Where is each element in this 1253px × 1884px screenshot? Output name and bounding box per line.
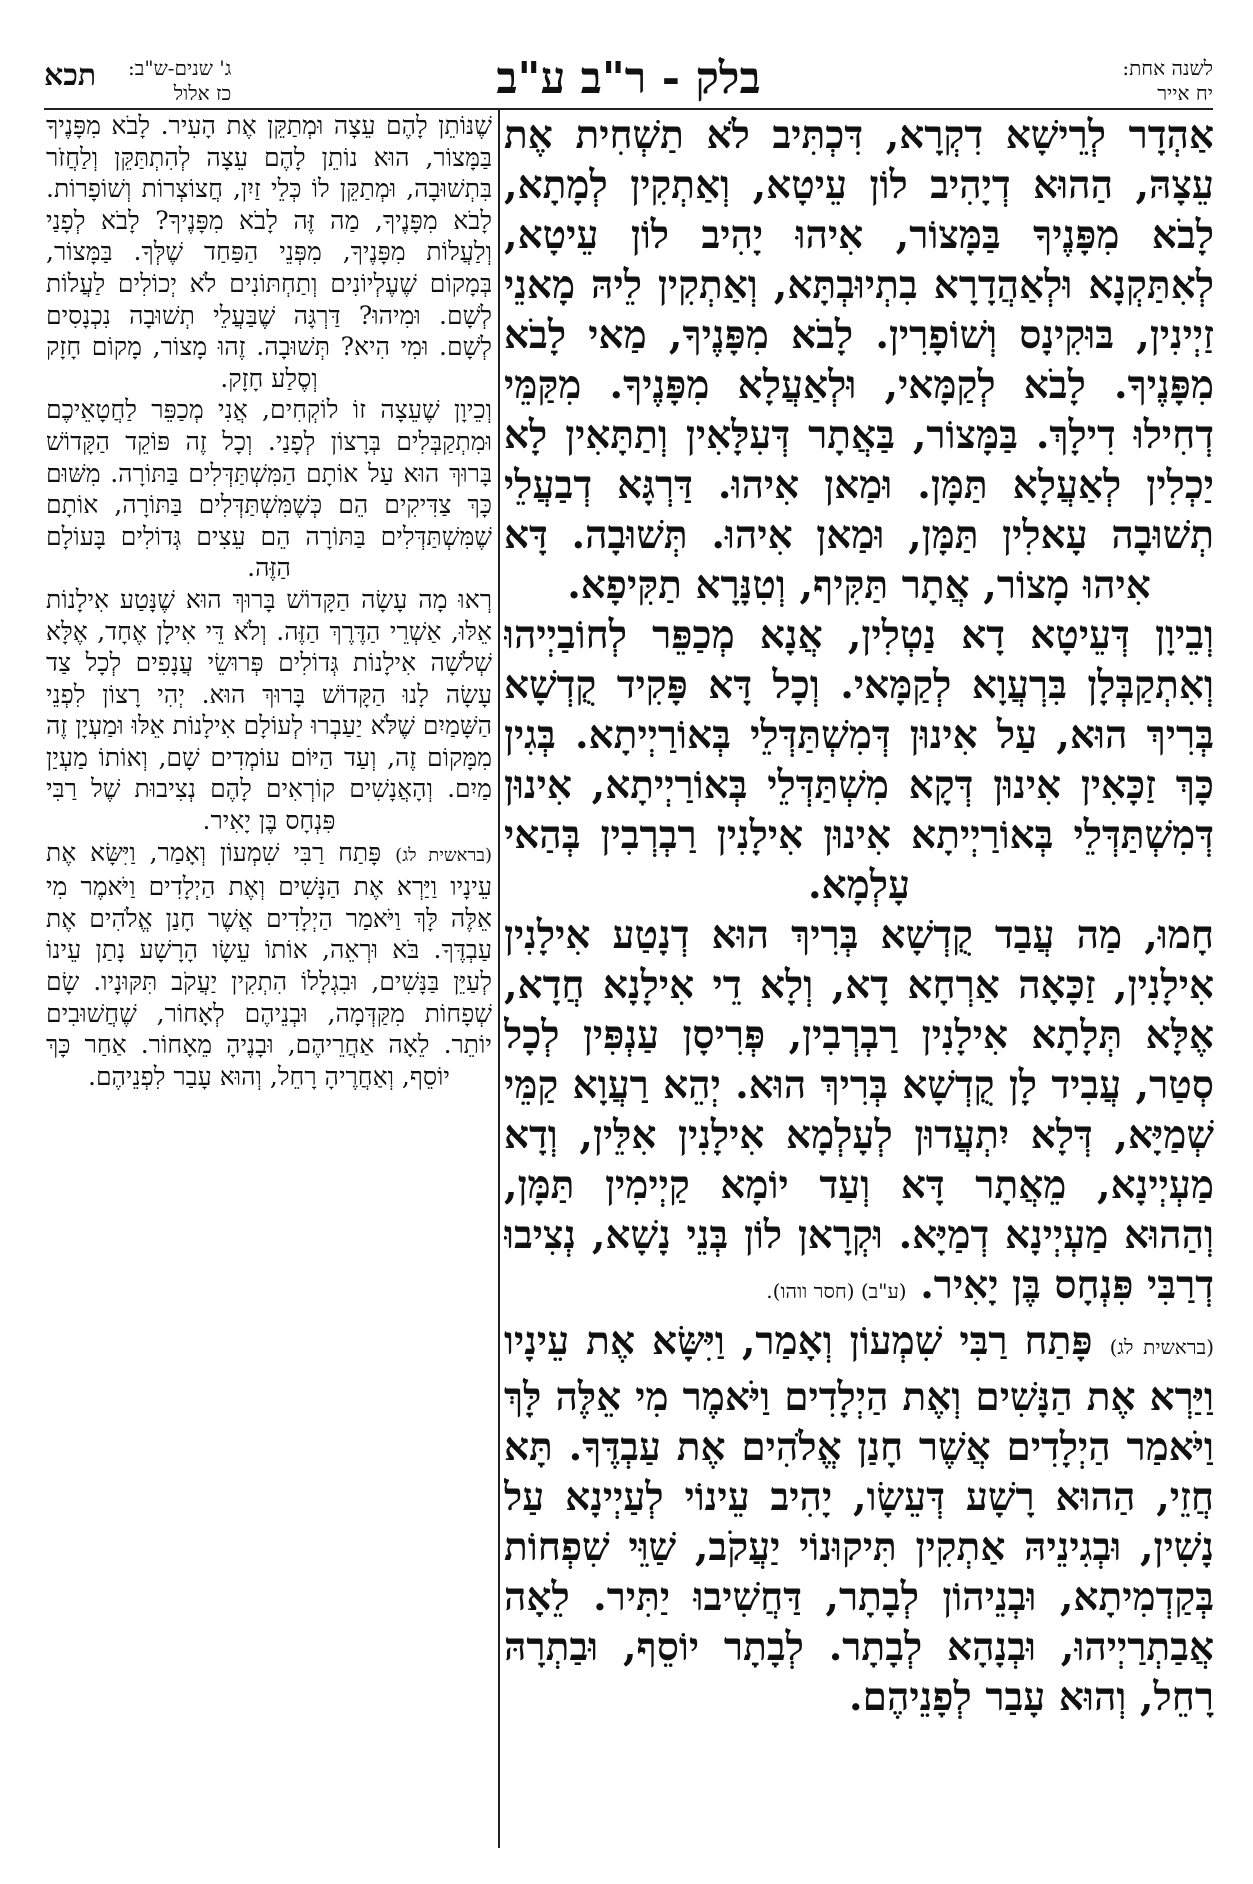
side-paragraph-1: שֶׁנּוֹתֵן לָהֶם עֵצָה וּמְתַקֵּן אֶת הָעִיר. לָבֹא מִפָּנֶיךָ בַּמָּצוֹר, הוּא נוֹתֵן לָהֶם עֵצָה לְהִתְתַּקֵּן וְלַחֲזֹר בִּתְשׁוּבָה, וּמְתַקֵּן לוֹ כְּלֵי זַיִן, חֲצוֹצְרוֹת וְשׁוֹפָרוֹת. לָבֹא מִפָּנֶיךָ, מַה זֶּה לָבֹא מִפָּנֶיךָ? לָבֹא לְפָנַי וְלַעֲלוֹת מִפָּנֶיךָ, מִפְּנֵי הַפַּחַד שֶׁלְּךָ. בַּמָּצוֹר, בְּמָקוֹם שֶׁעֶלְיוֹנִים וְתַחְתּוֹנִים לֹא יְכוֹלִים לַעֲלוֹת לְשָׁם. וּמִיהוּ? דַּרְגָּה שֶׁבַּעֲלֵי תְשׁוּבָה נִכְנָסִים לְשָׁם. וּמִי הִיא? תְּשׁוּבָה. זֶהוּ מָצוֹר, מָקוֹם חָזָק וְסֶלַע חָזָק. [46,111,492,393]
main-paragraph-3-text: חָמוּ, מַה עֲבַד קֻדְשָׁא בְּרִיךְ הוּא דְנָטַע אִילָנִין אִילָנִין, זַכָּאָה אַרְחָא דָא, וְלָא דֵי אִילָנָא חֲדָא, אֶלָּא תְּלָתָא אִילָנִין רַבְרְבִין, פְּרִיסָן עַנְפִּין לְכָל סְטַר, עֲבִיד לָן קֻדְשָׁא בְּרִיךְ הוּא. יְהֵא רַעֲוָא קַמֵּי שְׁמַיָּא, דְּלָא יִתְעֲדוּן לְעָלְמָא אִילָנִין אִלֵּין, וְדָא מַעְיְינָא, מֵאֲתָר דָּא וְעַד יוֹמָא קַיְימִין תַּמָּן, וְהַהוּא מַעְיְינָא דְמַיָּא. וּקְרָאן לוֹן בְּנֵי נָשָׁא, נְצִיבוּ דְרַבִּי פִּנְחָס בֶּן יָאִיר. [504,912,1214,1308]
page-title: בלק - ר"ב ע"ב [496,53,761,104]
main-paragraph-4 [504,1316,1214,1722]
side-paragraph-3: רְאוּ מָה עָשָׂה הַקָּדוֹשׁ בָּרוּךְ הוּא שֶׁנָּטַע אִילָנוֹת אֵלּוּ, אַשְׁרֵי הַדֶּרֶךְ הַזֶּה. וְלֹא דֵּי אִילָן אֶחָד, אֶלָּא שְׁלֹשָׁה אִילָנוֹת גְּדוֹלִים פְּרוּשֵׂי עֲנָפִים לְכָל צַד עָשָׂה לָנוּ הַקָּדוֹשׁ בָּרוּךְ הוּא. יְהִי רָצוֹן לִפְנֵי הַשָּׁמַיִם שֶׁלֹּא יַעַבְרוּ לְעוֹלָם אִילָנוֹת אֵלּוּ וּמַעְיָן זֶה מִמָּקוֹם זֶה, וְעַד הַיּוֹם עוֹמְדִים שָׁם, וְאוֹתוֹ מַעְיַן מַיִם. וְהָאֲנָשִׁים קוֹרְאִים לָהֶם נְצִיבוּת שֶׁל רַבִּי פִּנְחָס בֶּן יָאִיר. [46,584,492,836]
side-verse-ref: (בראשית לג) [395,844,492,866]
translation-column [46,110,492,1850]
page-header [44,53,1213,110]
main-paragraph-4-text: פָּתַח רַבִּי שִׁמְעוֹן וְאָמַר, וַיִּשָּׂא אֶת עֵינָיו וַיַּרְא אֶת הַנָּשִׁים וְאֶת הַיְלָדִים וַיֹּאמֶר מִי אֵלֶּה לָּךְ וַיֹּאמַר הַיְלָדִים אֲשֶׁר חָנַן אֱלֹהִים אֶת עַבְדֶּךָ. תָּא חֲזֵי, הַהוּא רָשָׁע דְּעֵשָׂו, יָהִיב עֵינוֹי לְעַיְינָא עַל נָשִׁין, וּבְגִינֵיהּ אַתְקִין תִּיקוּנוֹי יַעֲקֹב, שַׁוֵּי שִׁפְחוֹת בְּקַדְמִיתָא, וּבְנֵיהוֹן לְבָתָר, דַּחֲשִׁיבוּ יַתִּיר. לֵאָה אֲבַתְרַיְיהוּ, וּבְנָהָא לְבָתָר. לְבָתָר יוֹסֵף, וּבַתְרָהּ רָחֵל, וְהוּא עָבַר לְפָנֵיהֶם. [504,1318,1214,1720]
one-year-date: יח אייר [1157,81,1213,105]
side-paragraph-2: וְכֵיוָן שֶׁעֵצָה זוֹ לוֹקְחִים, אֲנִי מְכַפֵּר לַחֲטָאֵיכֶם וּמִתְקַבְּלִים בְּרָצוֹן לְפָנַי. וְכָל זֶה פּוֹקֵד הַקָּדוֹשׁ בָּרוּךְ הוּא עַל אוֹתָם הַמִּשְׁתַּדְּלִים בַּתּוֹרָה. מִשּׁוּם כָּךְ צַדִּיקִים הֵם כְּשֶׁמִּשְׁתַּדְּלִים בַּתּוֹרָה, אוֹתָם שֶׁמִּשְׁתַּדְּלִים בַּתּוֹרָה הֵם עֵצִים גְּדוֹלִים בָּעוֹלָם הַזֶּה. [46,395,492,583]
main-paragraph-2: וְבֵיוָן דְּעֵיטָא דָא נַטְלִין, אֲנָא מְכַפֵּר לְחוֹבַיְיהוּ וְאִתְקַבְּלָן בִּרְעֲוָא לְקַמָּאי. וְכָל דָּא פָּקִיד קֻדְשָׁא בְּרִיךְ הוּא, עַל אִינוּן דְּמִשְׁתַּדְּלֵי בְּאוֹרַיְיתָא. בְּגִין כָּךְ זַכָּאִין אִינוּן דְּקָא מִשְׁתַּדְּלֵי בְּאוֹרַיְיתָא, אִינוּן דְּמִשְׁתַּדְּלֵי בְּאוֹרַיְיתָא אִינוּן אִילָנִין רַבְרְבִין בְּהַאי עָלְמָא. [504,612,1214,908]
main-verse-ref: (בראשית לג) [1109,1335,1214,1359]
main-paragraph-1: אַהְדָר לְרֵישָׁא דִקְרָא, דִּכְתִּיב לֹא תַשְׁחִית אֶת עֵצָהּ, הַהוּא דְיָהִיב לוֹן עֵיטָא, וְאַתְקִין לְמָתָא, לָבֹא מִפָּנֶיךָ בַּמָּצוֹר, אִיהוּ יָהִיב לוֹן עֵיטָא, לְאִתַּקְנָא וּלְאַהֲדָרָא בִתְיוּבְתָּא, וְאַתְקִין לֵיהּ מָאנֵי זַיְינִין, בּוּקִינָס וְשׁוֹפָרִין. לָבֹא מִפָּנֶיךָ, מַאי לָבֹא מִפָּנֶיךָ. לָבֹא לְקַמָּאי, וּלְאַעֲלָא מִפָּנֶיךָ. מִקַּמֵּי דְחִילוּ דִילָךְ. בַּמָּצוֹר, בַּאֲתָר דְּעִלָּאִין וְתַתָּאִין לָא יַכְלִין לְאַעֲלָא תַּמָּן. וּמַאן אִיהוּ. דַּרְגָּא דְבַעֲלֵי תְשׁוּבָה עָאלִין תַּמָּן, וּמַאן אִיהוּ. תְּשׁוּבָה. דָּא אִיהוּ מָצוֹר, אֲתָר תַּקִּיף, וְטִנָּרָא תַקִּיפָא. [504,112,1214,608]
three-years-label: ג' שנים-ש"ב: [128,56,232,80]
three-years-date: כז אלול [173,81,232,105]
column-divider [498,108,500,1848]
main-note: (ע"ב) (חסר ווהו). [766,1279,907,1303]
side-paragraph-4-text: פָּתַח רַבִּי שִׁמְעוֹן וְאָמַר, וַיִּשָּׂא אֶת עֵינָיו וַיַּרְא אֶת הַנָּשִׁים וְאֶת הַיְלָדִים וַיֹּאמֶר מִי אֵלֶּה לָּךְ וַיֹּאמַר הַיְלָדִים אֲשֶׁר חָנַן אֱלֹהִים אֶת עַבְדֶּךָ. בֹּא וּרְאֵה, אוֹתוֹ עֵשָׂו הָרָשָׁע נָתַן עֵינוֹ לְעַיֵּן בַּנָּשִׁים, וּבִגְלָלוֹ הִתְקִין יַעֲקֹב תִּקּוּנָיו. שָׂם שְׁפָחוֹת מִקַּדְּמָה, וּבְנֵיהֶם לְאָחוֹר, שֶׁחֲשׁוּבִים יוֹתֵר. לֵאָה אַחֲרֵיהֶם, וּבָנֶיהָ מֵאָחוֹר. אַחַר כָּךְ יוֹסֵף, וְאַחֲרֶיהָ רָחֵל, וְהוּא עָבַר לִפְנֵיהֶם. [46,837,492,1091]
one-year-label: לשנה אחת: [1122,56,1213,80]
daily-schedule-three-years [128,56,231,106]
page-number: תכא [44,58,97,93]
side-paragraph-4 [46,837,492,1093]
main-paragraph-3 [504,910,1214,1316]
main-text-column [504,110,1214,1850]
